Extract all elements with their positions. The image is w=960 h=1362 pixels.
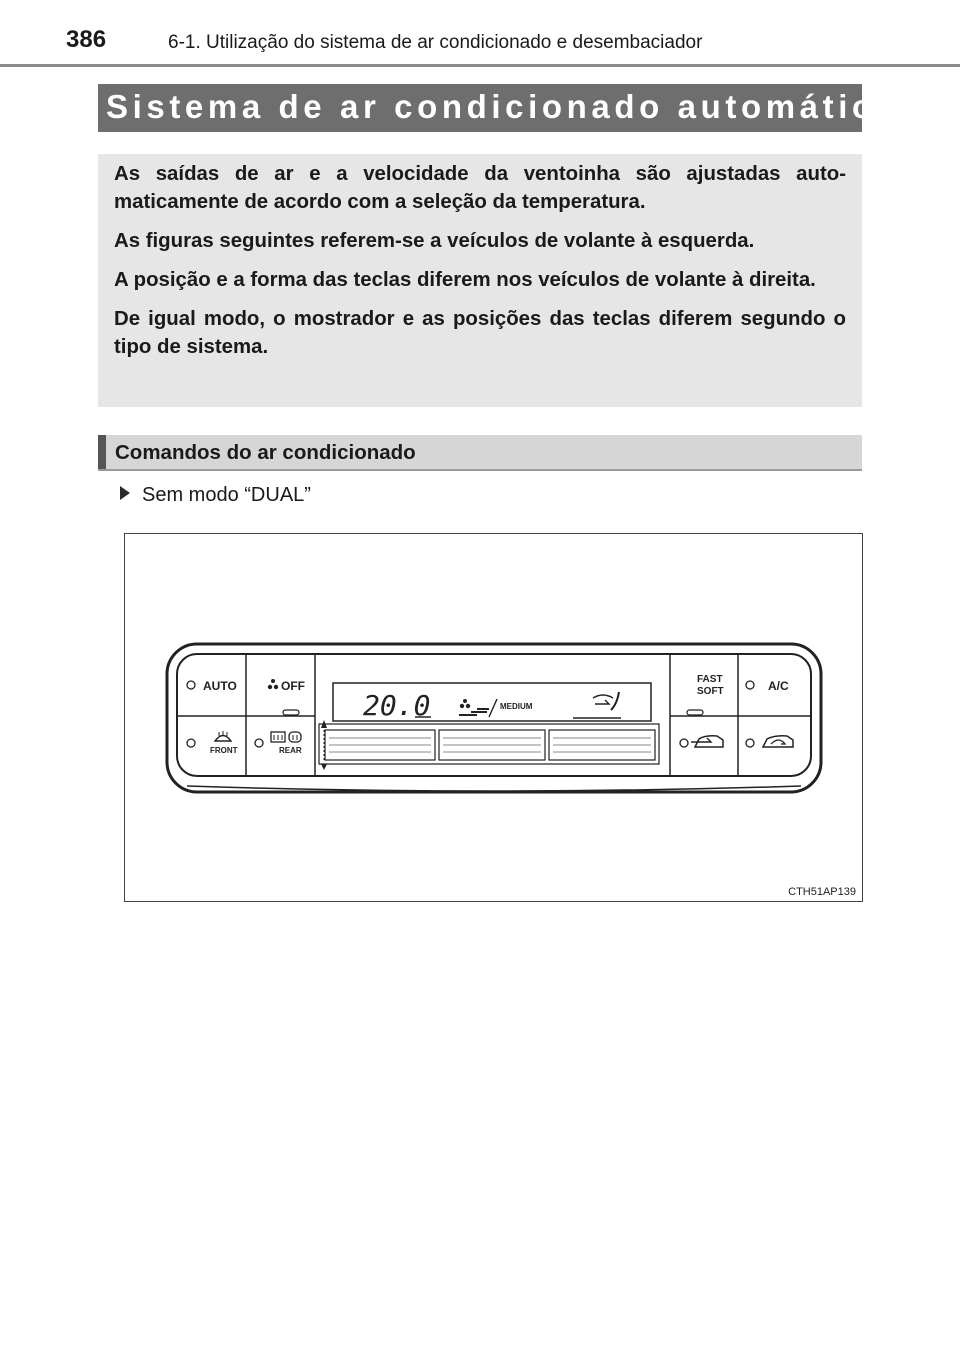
soft-label: SOFT	[697, 686, 724, 697]
front-label: FRONT	[210, 746, 238, 755]
fast-soft-button[interactable]	[697, 674, 724, 697]
section-title: Comandos do ar condicionado	[115, 441, 416, 464]
intro-paragraph: De igual modo, o mostrador e as posições das teclas diferem segundo o tipo de sistema.	[114, 308, 846, 358]
control-panel-illustration	[125, 534, 862, 901]
intro-paragraph: A posição e a forma das teclas diferem nos veículos de volante à direita.	[114, 269, 816, 291]
fan-level-label: MEDIUM	[500, 702, 533, 711]
rear-label: REAR	[279, 746, 302, 755]
control-panel-figure	[124, 533, 863, 902]
bullet-item	[120, 484, 311, 507]
figure-code: CTH51AP139	[788, 886, 856, 898]
header-rule	[0, 64, 960, 67]
title-bar	[98, 84, 900, 132]
section-header	[98, 435, 862, 471]
bullet-triangle-icon	[120, 486, 130, 500]
intro-paragraph: As saídas de ar e a velocidade da ventoinha são ajustadas auto-maticamente de acordo com a seleção da temperatura.	[114, 163, 846, 213]
ac-label: A/C	[768, 679, 789, 693]
page-number: 386	[66, 26, 107, 53]
intro-box	[98, 154, 862, 407]
intro-paragraph: As figuras seguintes referem-se a veículos de volante à esquerda.	[114, 230, 755, 252]
fast-label: FAST	[697, 674, 723, 685]
off-label: OFF	[281, 679, 305, 693]
auto-label: AUTO	[203, 679, 237, 693]
bullet-text: Sem modo “DUAL”	[142, 484, 311, 506]
page-title: Sistema de ar condicionado automático	[106, 88, 900, 125]
running-head: 6-1. Utilização do sistema de ar condicionado e desembaciador	[168, 32, 703, 53]
temperature-readout: 20.0	[363, 689, 431, 722]
section-accent	[98, 435, 106, 469]
